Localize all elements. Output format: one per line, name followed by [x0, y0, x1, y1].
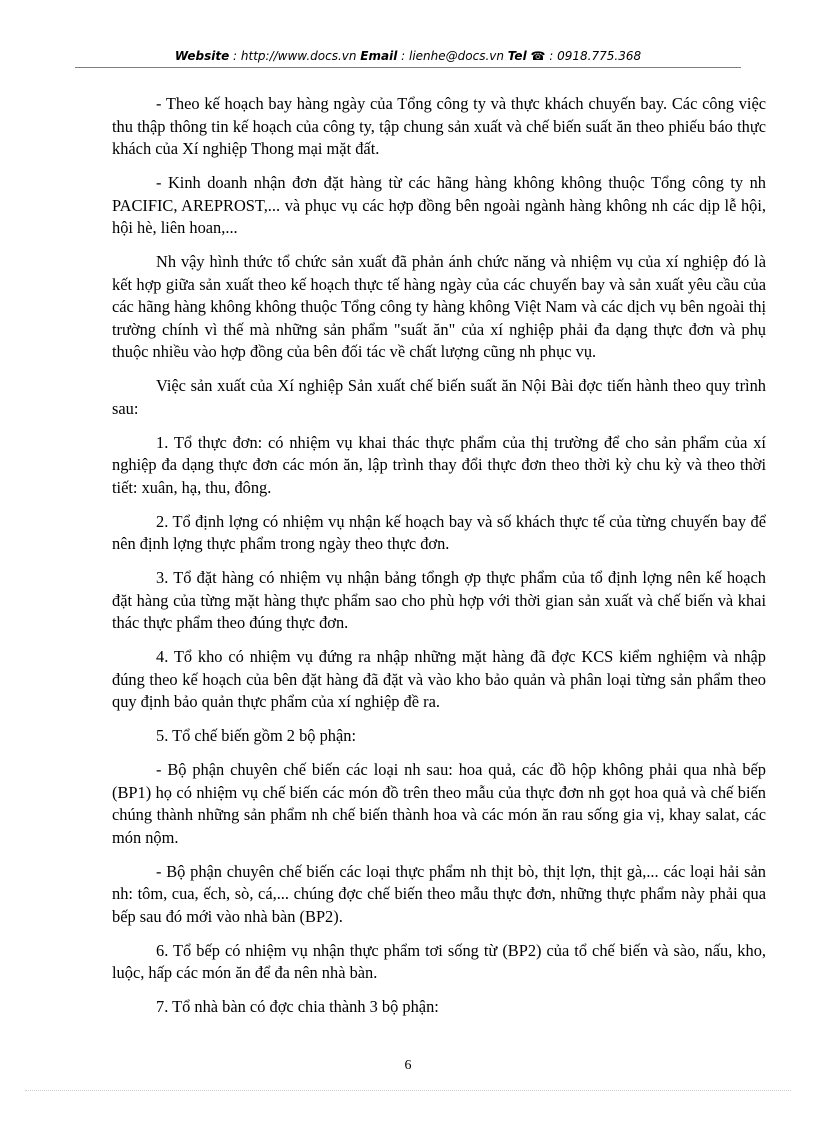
page-header	[75, 49, 741, 63]
paragraph: 3. Tổ đặt hàng có nhiệm vụ nhận bảng tổngh ợp thực phẩm của tổ định lợng nên kế hoạch đặt hàng của từng mặt hàng thực phẩm sao cho phù hợp với thời gian sản xuất và chế biến và khai thác thực phẩm theo đúng thực đơn.	[112, 568, 766, 632]
paragraph: 5. Tổ chế biến gồm 2 bộ phận:	[156, 726, 356, 745]
paragraph: - Kinh doanh nhận đơn đặt hàng từ các hãng hàng không không thuộc Tổng công ty nh PACIFIC, AREPROST,... và phục vụ các hợp đồng bên ngoài ngành hàng không nh các dịp lễ hội, hội hè, liên hoan,...	[112, 173, 766, 237]
paragraph: Nh vậy hình thức tổ chức sản xuất đã phản ánh chức năng và nhiệm vụ của xí nghiệp đó là kết hợp giữa sản xuất theo kế hoạch thực tế hàng ngày của các chuyến bay và sản xuất yêu cầu của các hãng hàng không không thuộc Tổng công ty hàng không Việt Nam và các dịch vụ bên ngoài thị trường chính vì thế mà những sản phẩm "suất ăn" của xí nghiệp phải đa dạng thực đơn và phụ thuộc nhiều vào hợp đồng của bên đối tác về chất lượng cũng nh phục vụ.	[112, 252, 766, 361]
website-label: Website	[174, 49, 230, 63]
website-value[interactable]: : http://www.docs.vn	[229, 49, 361, 63]
footer-divider	[25, 1090, 791, 1091]
tel-label: Tel	[507, 49, 527, 63]
paragraph: 7. Tổ nhà bàn có đợc chia thành 3 bộ phận:	[156, 997, 439, 1016]
header-divider	[75, 67, 741, 68]
email-value[interactable]: : lienhe@docs.vn	[397, 49, 508, 63]
page-number: 6	[404, 1058, 412, 1073]
paragraph: 4. Tổ kho có nhiệm vụ đứng ra nhập những mặt hàng đã đợc KCS kiểm nghiệm và nhập đúng theo kế hoạch của bên đặt hàng đã đặt và vào kho bảo quản và phân loại từng sản phẩm theo quy định bảo quản thực phẩm của xí nghiệp đề ra.	[112, 647, 766, 711]
email-label: Email	[360, 49, 398, 63]
paragraph: - Bộ phận chuyên chế biến các loại thực phẩm nh thịt bò, thịt lợn, thịt gà,... các loại hải sản nh: tôm, cua, ếch, sò, cá,... chúng đợc chế biến theo mẫu thực đơn, những thực phẩm này phải qua bếp sau đó mới vào nhà bàn (BP2).	[112, 861, 766, 926]
paragraph: - Bộ phận chuyên chế biến các loại nh sau: hoa quả, các đồ hộp không phải qua nhà bếp (BP1) họ có nhiệm vụ chế biến các món đồ trên theo mẫu của thực đơn nh gọt hoa quả và chế biến chúng thành những sản phẩm nh chế biến thành hoa và các món ăn rau sống gia vị, khay salat, các món nộm.	[112, 760, 766, 847]
paragraph: - Theo kế hoạch bay hàng ngày của Tổng công ty và thực khách chuyến bay. Các công việc thu thập thông tin kế hoạch của công ty, tập chung sản xuất và chế biến suất ăn theo phiếu báo thực khách của Xí nghiệp Thong mại mặt đất.	[112, 94, 766, 158]
tel-value: ☎ : 0918.775.368	[526, 49, 642, 63]
paragraph: 2. Tổ định lợng có nhiệm vụ nhận kế hoạch bay và số khách thực tế của từng chuyến bay để nên định lợng thực phẩm trong ngày theo thực đơn.	[112, 511, 766, 553]
paragraph: 1. Tổ thực đơn: có nhiệm vụ khai thác thực phẩm của thị trường để cho sản phẩm của xí nghiệp đa dạng thực đơn các món ăn, lập trình thay đổi thực đơn theo thời kỳ chu kỳ và theo thời tiết: xuân, hạ, thu, đông.	[112, 432, 766, 497]
document-body	[112, 93, 766, 1030]
paragraph: 6. Tổ bếp có nhiệm vụ nhận thực phẩm tơi sống từ (BP2) của tổ chế biến và sào, nấu, kho, luộc, hấp các món ăn để đa nên nhà bàn.	[112, 940, 766, 982]
paragraph: Việc sản xuất của Xí nghiệp Sản xuất chế biến suất ăn Nội Bài đợc tiến hành theo quy trình sau:	[112, 376, 766, 418]
